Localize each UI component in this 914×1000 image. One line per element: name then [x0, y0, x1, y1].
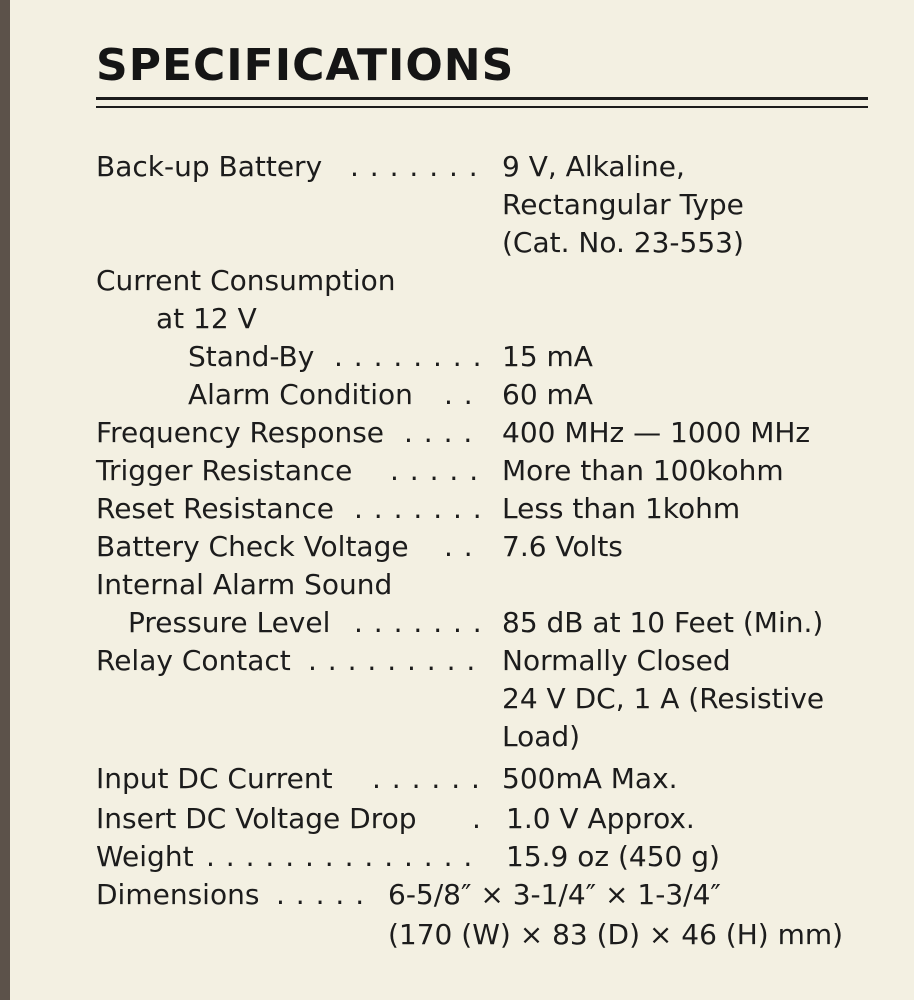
- spec-value: 400 MHz — 1000 MHz: [502, 416, 811, 449]
- leader-dots: . . . . . . .: [354, 492, 483, 525]
- spec-value: 9 V, Alkaline,: [502, 150, 685, 183]
- leader-dots: . . . . . . . . . . . . . .: [206, 840, 474, 873]
- spec-label: Alarm Condition: [188, 378, 413, 411]
- leader-dots: . . . . . . . . .: [308, 644, 477, 677]
- spec-label: Input DC Current: [96, 762, 333, 795]
- spec-label: Internal Alarm Sound: [96, 568, 393, 601]
- spec-value: 85 dB at 10 Feet (Min.): [502, 606, 824, 639]
- leader-dots: .: [472, 802, 482, 835]
- spec-value: 500mA Max.: [502, 762, 678, 795]
- spec-label: Relay Contact: [96, 644, 291, 677]
- spec-value: Load): [502, 720, 581, 753]
- spec-sheet-page: [10, 0, 914, 1000]
- spec-label: Dimensions: [96, 878, 260, 911]
- leader-dots: . .: [444, 378, 474, 411]
- spec-label: Reset Resistance: [96, 492, 334, 525]
- spec-value: (170 (W) × 83 (D) × 46 (H) mm): [388, 918, 844, 951]
- leader-dots: . . . . . . . .: [334, 340, 483, 373]
- spec-label: Stand-By: [188, 340, 315, 373]
- spec-value: Less than 1kohm: [502, 492, 741, 525]
- spec-value: 60 mA: [502, 378, 593, 411]
- leader-dots: . . . . . . .: [354, 606, 483, 639]
- spec-label: Pressure Level: [128, 606, 331, 639]
- spec-value: Rectangular Type: [502, 188, 744, 221]
- spec-label: Frequency Response: [96, 416, 385, 449]
- leader-dots: . .: [444, 530, 474, 563]
- spec-value: 1.0 V Approx.: [506, 802, 695, 835]
- spec-value: More than 100kohm: [502, 454, 784, 487]
- title-rule-top: [96, 97, 868, 100]
- spec-label: Insert DC Voltage Drop: [96, 802, 417, 835]
- leader-dots: . . . .: [404, 416, 474, 449]
- leader-dots: . . . . .: [276, 878, 366, 911]
- spec-label: Weight: [96, 840, 194, 873]
- leader-dots: . . . . .: [390, 454, 480, 487]
- spec-value: Normally Closed: [502, 644, 731, 677]
- spec-value: 6-5/8″ × 3-1/4″ × 1-3/4″: [388, 878, 721, 911]
- spec-value: 24 V DC, 1 A (Resistive: [502, 682, 825, 715]
- spec-value: 7.6 Volts: [502, 530, 623, 563]
- leader-dots: . . . . . .: [372, 762, 481, 795]
- spec-label: Trigger Resistance: [96, 454, 353, 487]
- leader-dots: . . . . . . .: [350, 150, 479, 183]
- spec-label: Current Consumption: [96, 264, 396, 297]
- spec-label: at 12 V: [156, 302, 257, 335]
- spec-label: Back-up Battery: [96, 150, 323, 183]
- page-title: SPECIFICATIONS: [96, 40, 515, 91]
- spec-value: 15 mA: [502, 340, 593, 373]
- spec-value: 15.9 oz (450 g): [506, 840, 720, 873]
- title-rule-bottom: [96, 106, 868, 108]
- spec-value: (Cat. No. 23-553): [502, 226, 744, 259]
- spec-label: Battery Check Voltage: [96, 530, 409, 563]
